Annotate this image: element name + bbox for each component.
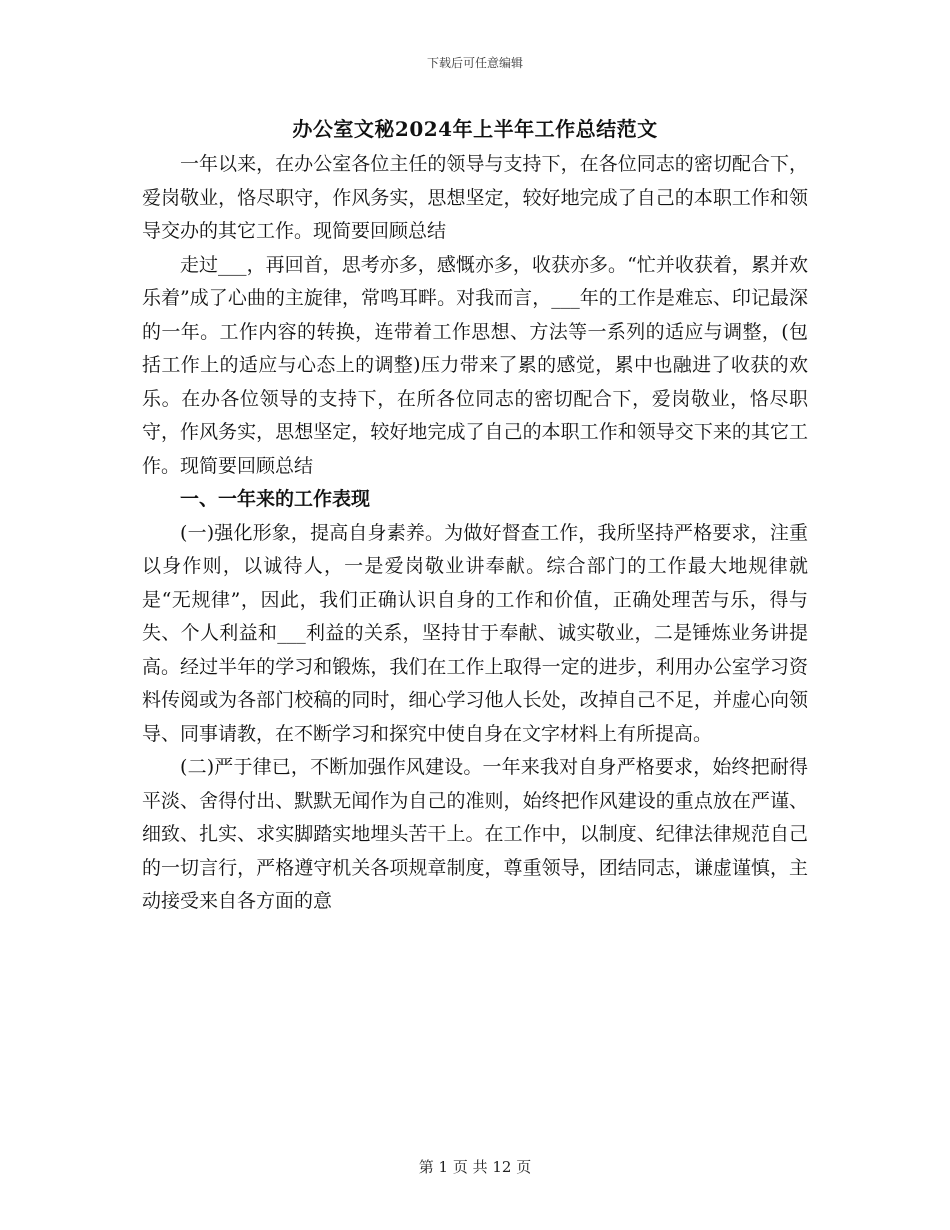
paragraph-intro: 一年以来，在办公室各位主任的领导与支持下，在各位同志的密切配合下，爱岗敬业，恪尽职守，作风务实，思想坚定，较好地完成了自己的本职工作和领导交办的其它工作。现简要回顾总结 <box>142 153 808 242</box>
paragraph-section-1: (一)强化形象，提高自身素养。为做好督查工作，我所坚持严格要求，注重以身作则，以诚待人，一是爱岗敬业讲奉献。综合部门的工作最大地规律就是“无规律”，因此，我们正确认识自身的工作和价值，正确处理苦与乐，得与失、个人利益和___利益的关系，坚持甘于奉献、诚实敬业，二是锤炼业务讲提高。经过半年的学习和锻炼，我们在工作上取得一定的进步，利用办公室学习资料传阅或为各部门校稿的同时，细心学习他人长处，改掉自己不足，并虚心向领导、同事请教，在不断学习和探究中使自身在文字材料上有所提高。 <box>142 521 808 745</box>
header-note: 下载后可任意编辑 <box>426 56 523 70</box>
page-number: 第 1 页 共 12 页 <box>418 1158 532 1176</box>
paragraph-section-2: (二)严于律已，不断加强作风建设。一年来我对自身严格要求，始终把耐得平淡、舍得付出、默默无闻作为自己的准则，始终把作风建设的重点放在严谨、细致、扎实、求实脚踏实地埋头苦干上。在工作中，以制度、纪律法律规范自己的一切言行，严格遵守机关各项规章制度，尊重领导，团结同志，谦虚谨慎，主动接受来自各方面的意 <box>142 756 808 912</box>
paragraph-review: 走过___，再回首，思考亦多，感慨亦多，收获亦多。“忙并收获着，累并欢乐着”成了心曲的主旋律，常鸣耳畔。对我而言，___年的工作是难忘、印记最深的一年。工作内容的转换，连带着工作思想、方法等一系列的适应与调整，(包括工作上的适应与心态上的调整)压力带来了累的感觉，累中也融进了收获的欢乐。在办各位领导的支持下，在所各位同志的密切配合下，爱岗敬业，恪尽职守，作风务实，思想坚定，较好地完成了自己的本职工作和领导交下来的其它工作。现简要回顾总结 <box>142 253 808 477</box>
document-title: 办公室文秘2024年上半年工作总结范文 <box>292 117 658 141</box>
document-body <box>142 148 808 919</box>
section-heading: 一、一年来的工作表现 <box>180 488 371 510</box>
